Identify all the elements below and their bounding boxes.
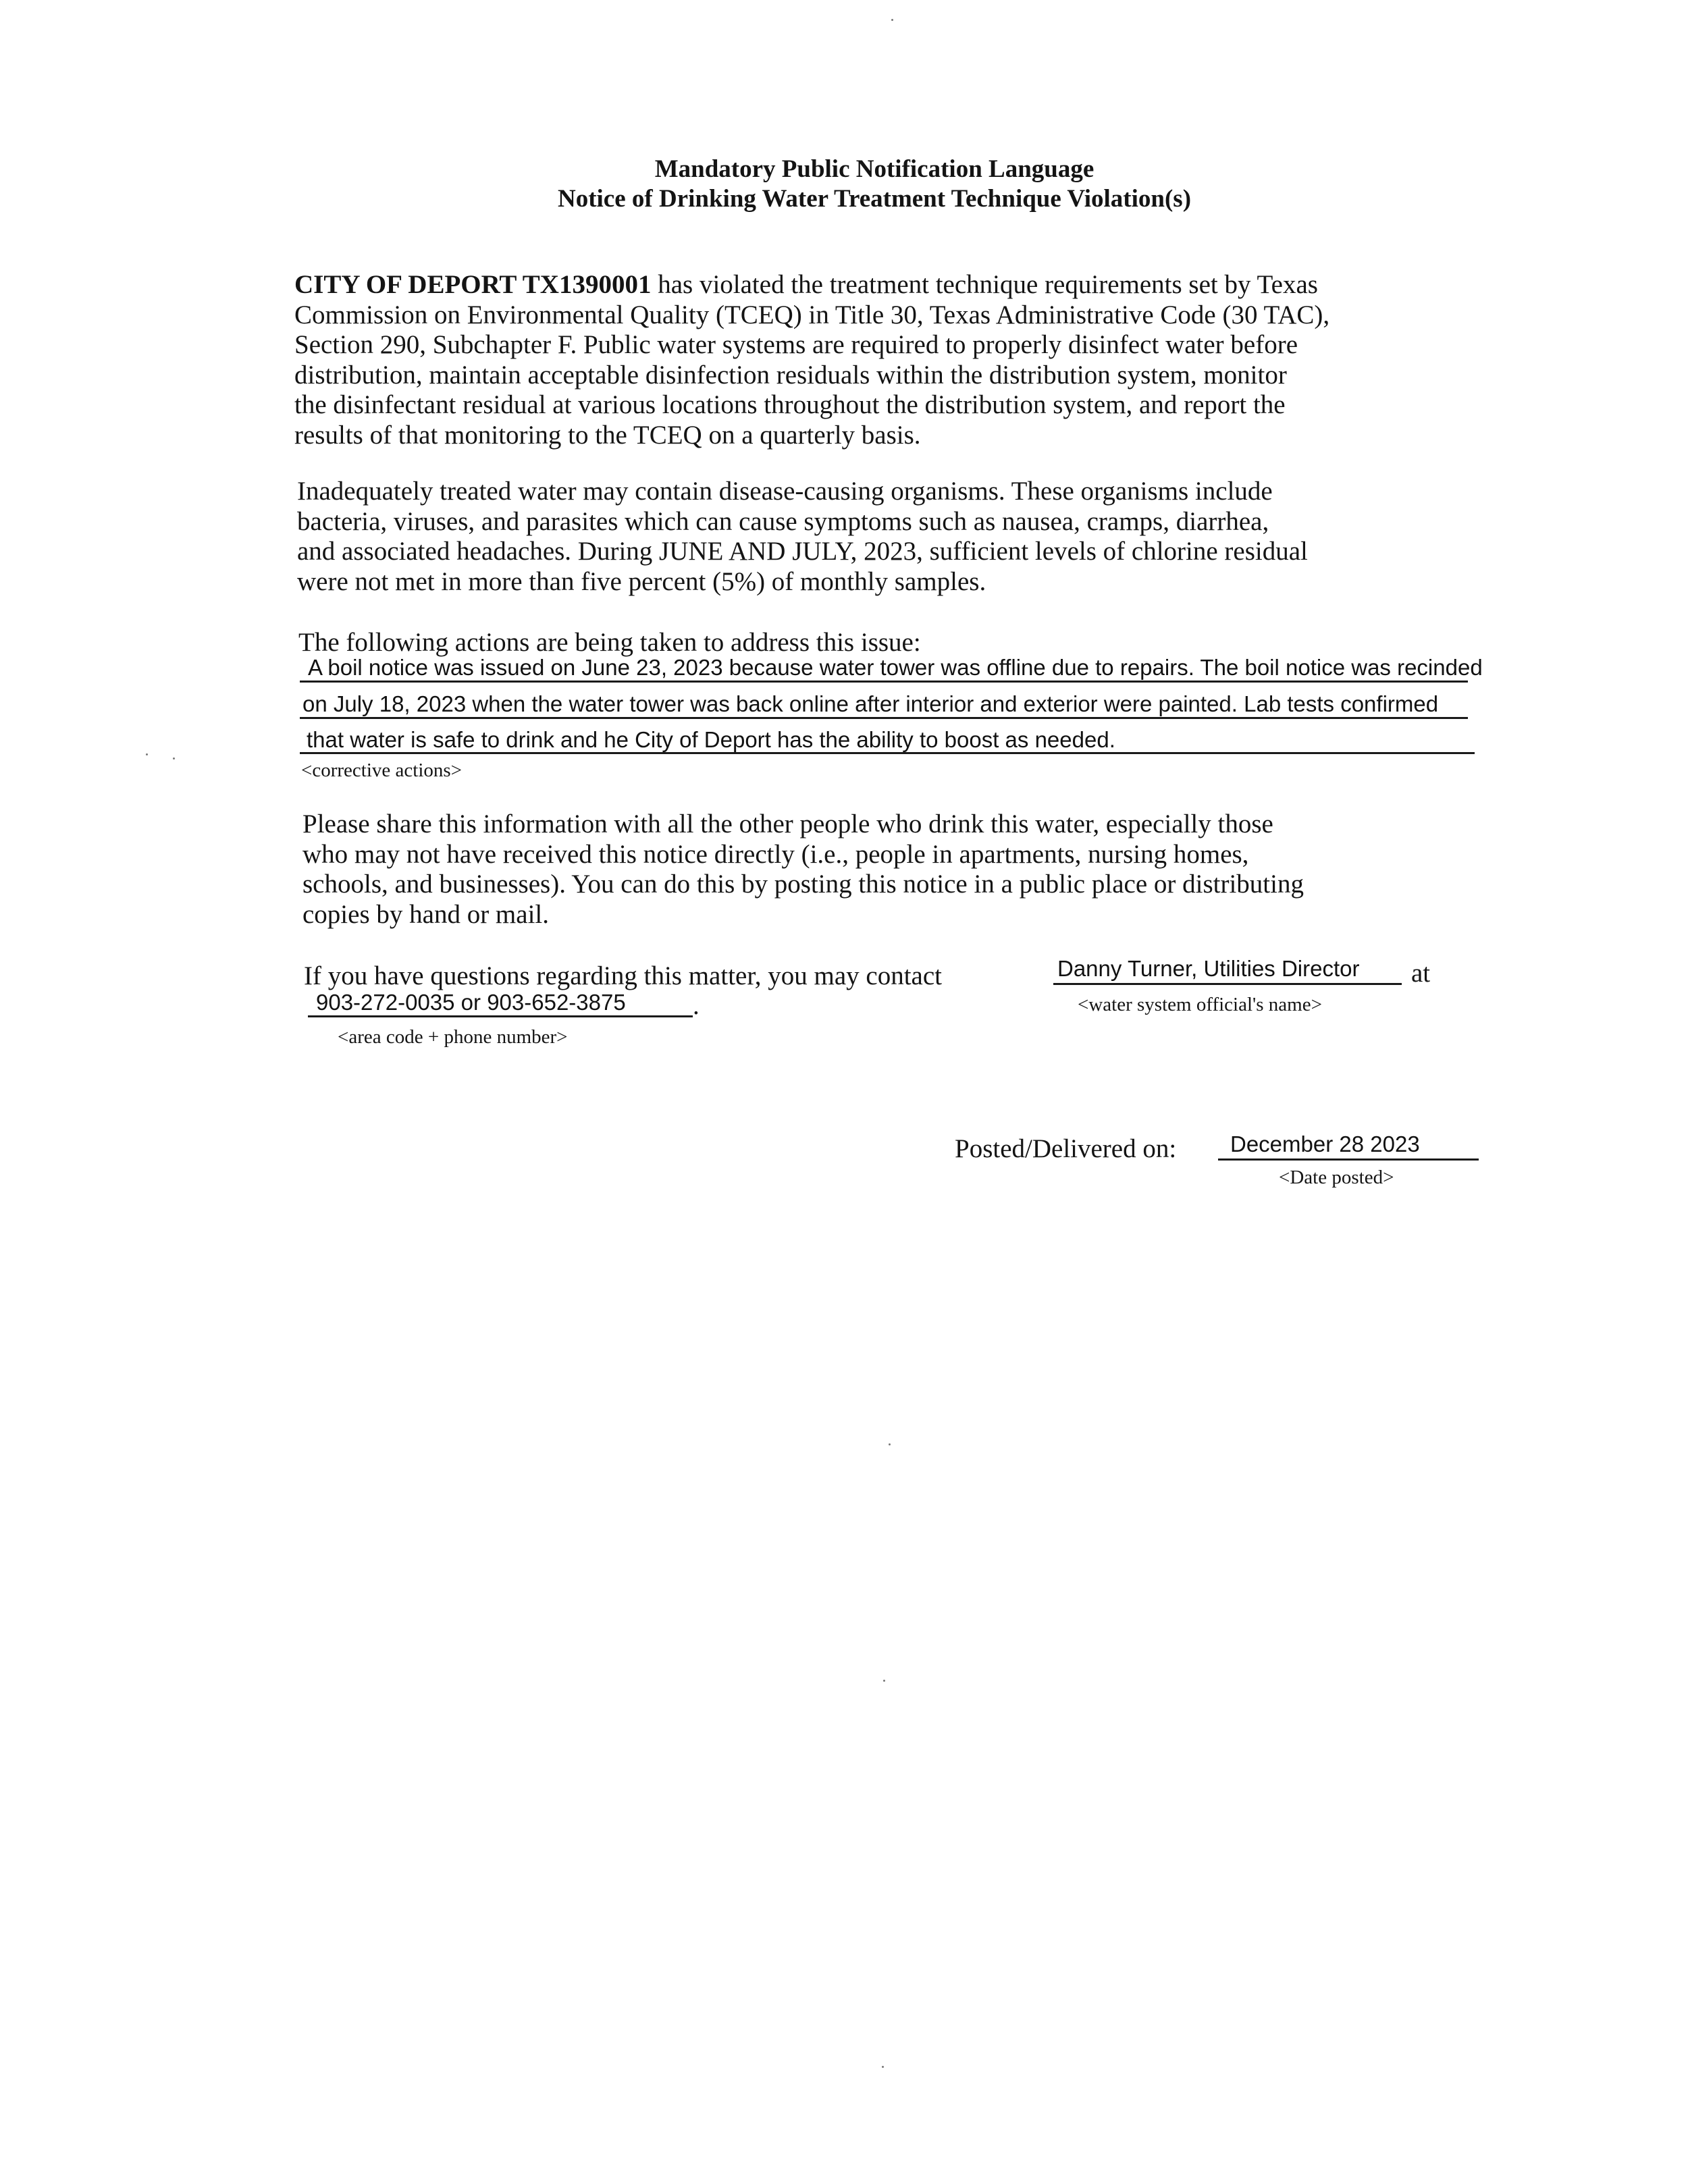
posted-date-underline	[1218, 1158, 1479, 1161]
corrective-action-underline-2	[300, 717, 1468, 719]
contact-phone: 903-272-0035 or 903-652-3875	[316, 990, 626, 1015]
corrective-action-underline-3	[300, 752, 1475, 754]
document-subtitle: Notice of Drinking Water Treatment Technique Violation(s)	[557, 185, 1192, 213]
contact-phone-underline	[308, 1015, 693, 1017]
share-paragraph	[302, 809, 1491, 930]
corrective-action-line-1: A boil notice was issued on June 23, 2023 because water tower was offline due to repairs. The boil notice was recinded	[308, 655, 1483, 680]
intro-line-1: has violated the treatment technique requirements set by Texas	[651, 270, 1318, 299]
intro-line-6: results of that monitoring to the TCEQ on a quarterly basis.	[294, 420, 921, 450]
scan-speck	[146, 753, 148, 755]
official-name: Danny Turner, Utilities Director	[1057, 956, 1360, 981]
official-name-hint: <water system official's name>	[1078, 994, 1322, 1015]
corrective-actions-hint: <corrective actions>	[301, 760, 463, 781]
scan-speck	[891, 19, 893, 21]
corrective-action-line-3: that water is safe to drink and he City of Deport has the ability to boost as needed.	[307, 727, 1115, 752]
corrective-action-underline-1	[300, 681, 1468, 683]
intro-line-2: Commission on Environmental Quality (TCEQ) in Title 30, Texas Administrative Code (30 TAC),	[294, 300, 1330, 329]
posted-label: Posted/Delivered on:	[955, 1134, 1177, 1163]
scan-speck	[889, 1443, 891, 1445]
intro-paragraph	[294, 270, 1483, 450]
share-line-1: Please share this information with all the other people who drink this water, especially those	[302, 809, 1273, 838]
share-line-3: schools, and businesses). You can do this by posting this notice in a public place or distributing	[302, 870, 1304, 899]
intro-line-5: the disinfectant residual at various locations throughout the distribution system, and report the	[294, 390, 1286, 419]
posted-date-hint: <Date posted>	[1279, 1167, 1394, 1188]
health-effects-paragraph	[297, 477, 1485, 597]
intro-line-4: distribution, maintain acceptable disinfection residuals within the distribution system, monitor	[294, 360, 1287, 390]
share-line-2: who may not have received this notice directly (i.e., people in apartments, nursing homes,	[302, 839, 1249, 869]
share-line-4: copies by hand or mail.	[302, 899, 549, 929]
system-name: CITY OF DEPORT TX1390001	[294, 270, 652, 299]
health-line-4: were not met in more than five percent (5%) of monthly samples.	[297, 566, 986, 596]
scan-speck	[883, 1680, 885, 1682]
health-line-1: Inadequately treated water may contain disease-causing organisms. These organisms include	[297, 477, 1273, 506]
contact-phone-hint: <area code + phone number>	[338, 1026, 568, 1048]
official-name-underline	[1053, 983, 1402, 985]
contact-period: .	[693, 991, 700, 1020]
actions-intro: The following actions are being taken to address this issue:	[298, 628, 921, 657]
contact-at: at	[1411, 959, 1431, 988]
intro-line-3: Section 290, Subchapter F. Public water systems are required to properly disinfect water before	[294, 330, 1298, 359]
scan-speck	[882, 2066, 884, 2068]
corrective-action-line-2: on July 18, 2023 when the water tower was back online after interior and exterior were painted. Lab tests confirmed	[302, 691, 1439, 716]
health-line-3: and associated headaches. During JUNE AND JULY, 2023, sufficient levels of chlorine residual	[297, 537, 1308, 566]
document-title: Mandatory Public Notification Language	[654, 155, 1094, 183]
posted-date: December 28 2023	[1230, 1131, 1420, 1156]
scan-speck	[173, 757, 175, 760]
health-line-2: bacteria, viruses, and parasites which can cause symptoms such as nausea, cramps, diarrhea,	[297, 506, 1269, 536]
contact-lead: If you have questions regarding this matter, you may contact	[304, 961, 943, 990]
